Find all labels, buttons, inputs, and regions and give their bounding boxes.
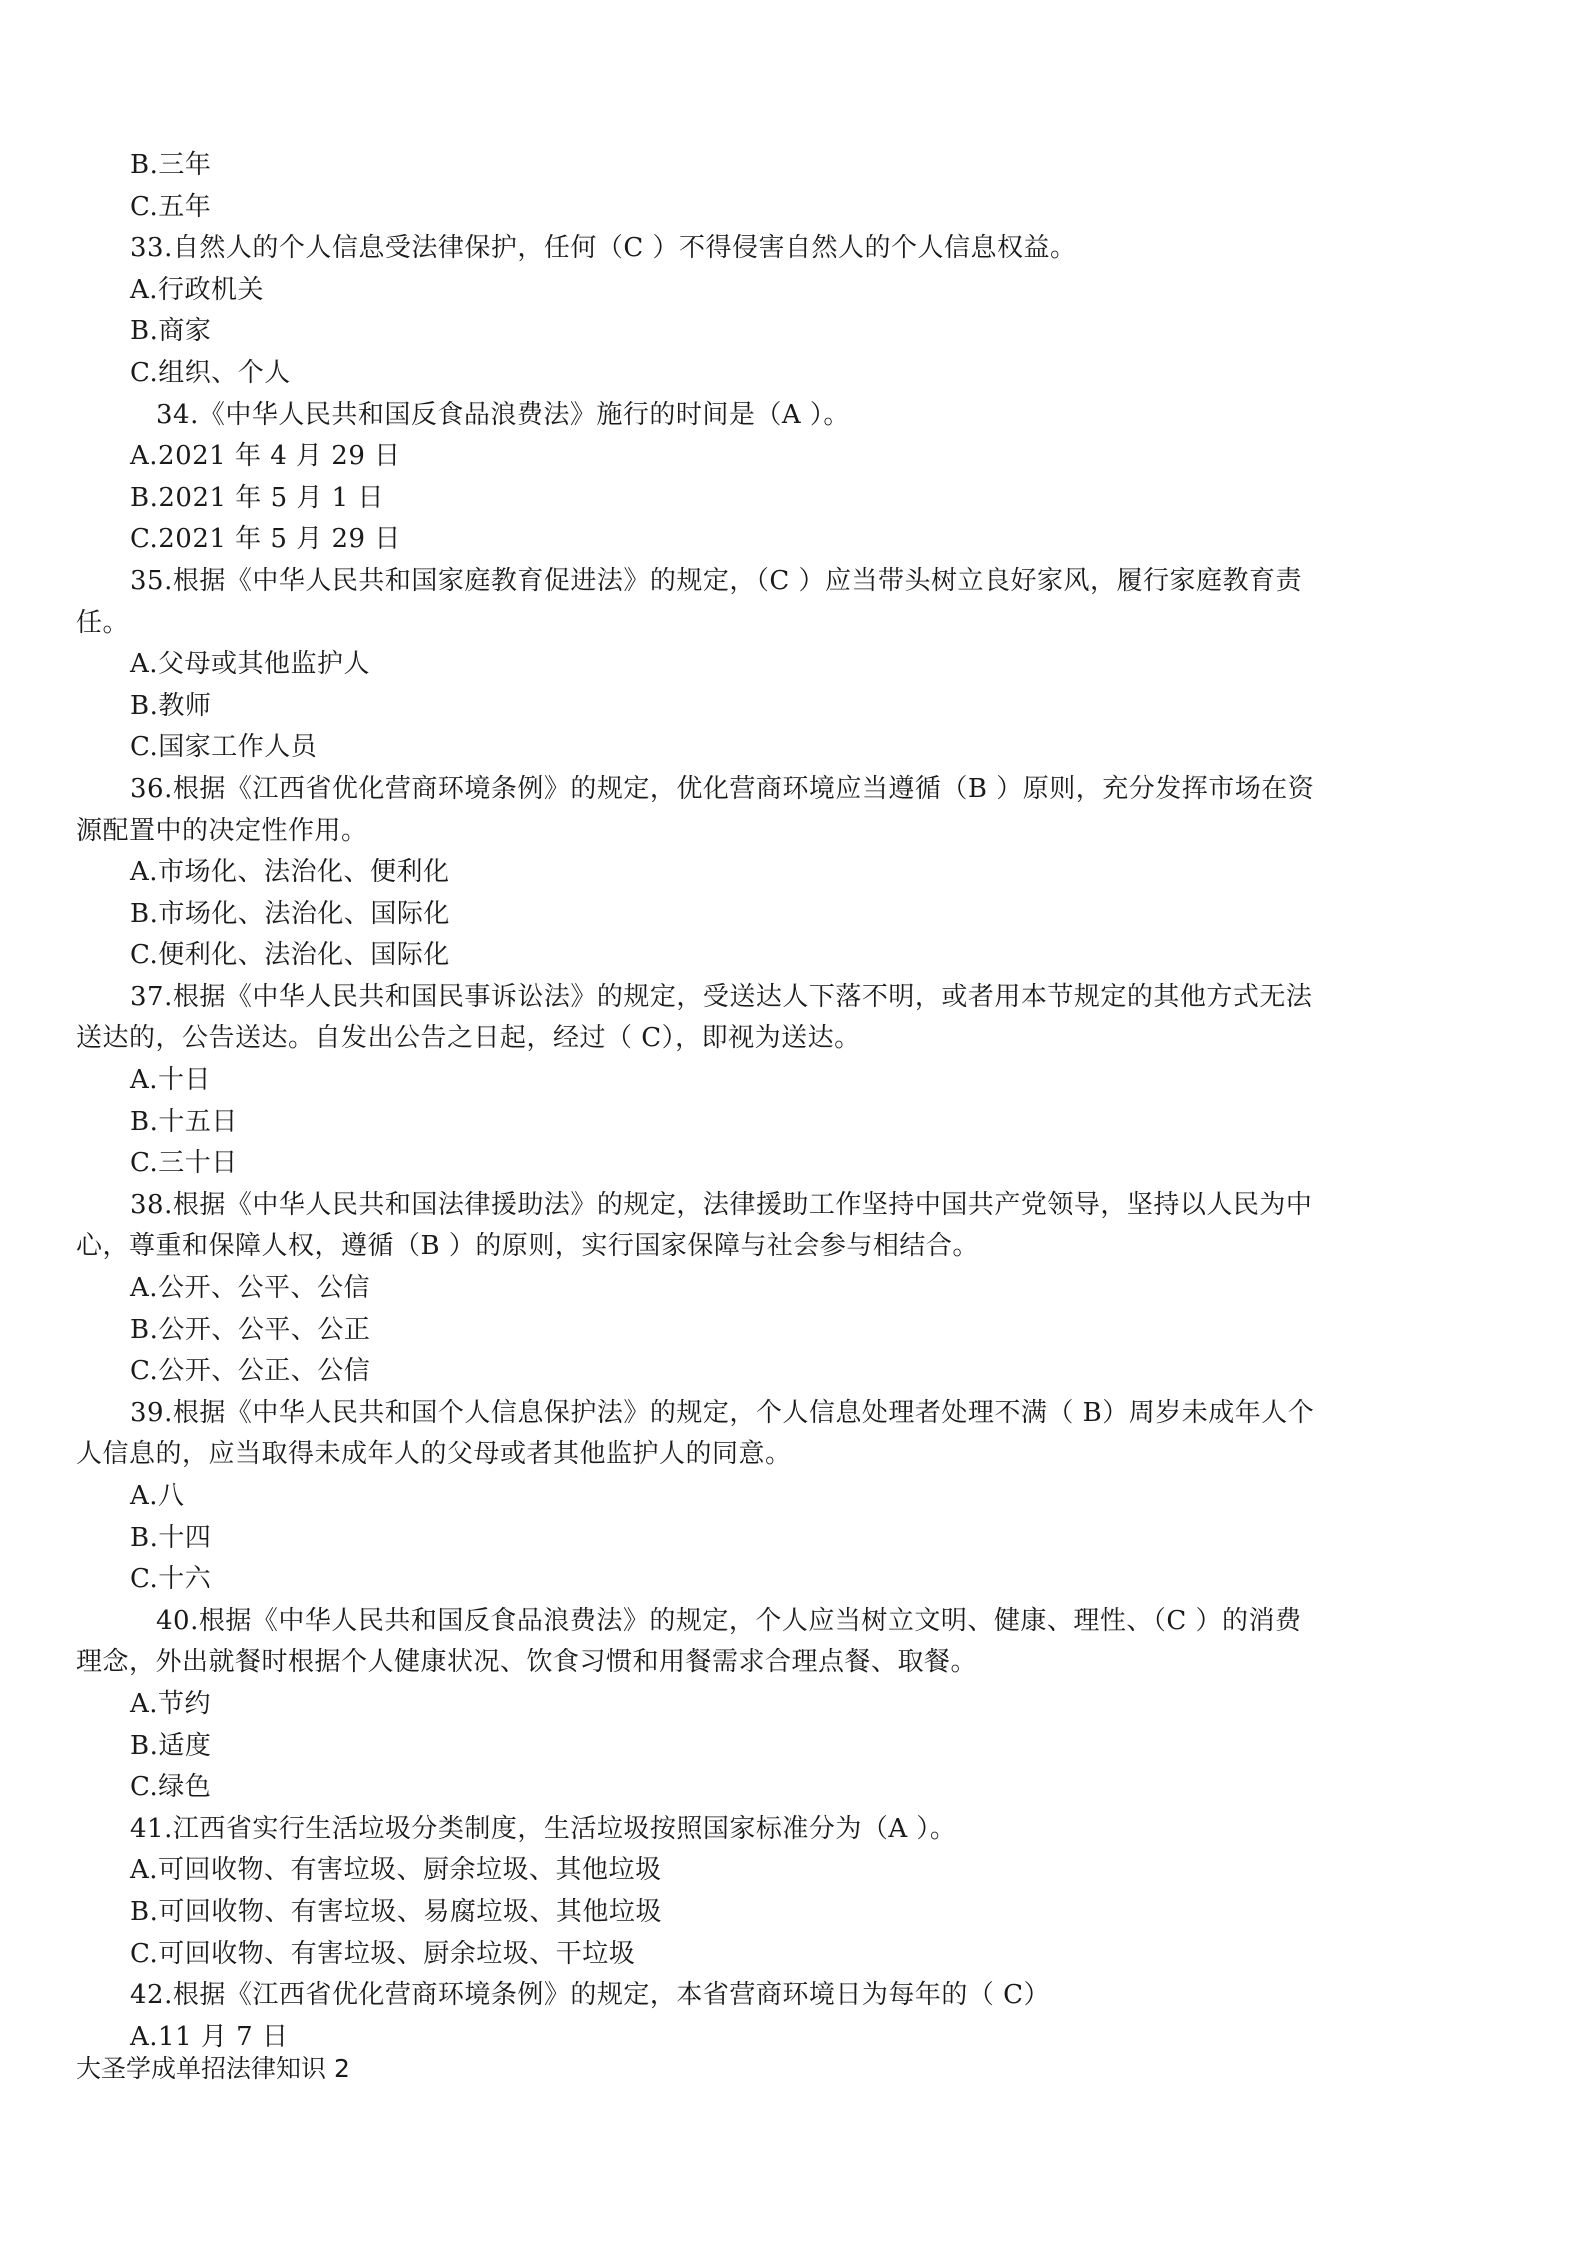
option-line: A.十日 bbox=[130, 1065, 212, 1096]
question-35: 35.根据《中华人民共和国家庭教育促进法》的规定，（C ）应当带头树立良好家风，履行家庭教育责 bbox=[130, 565, 1303, 596]
option-line: B.十四 bbox=[130, 1522, 212, 1553]
question-39: 39.根据《中华人民共和国个人信息保护法》的规定，个人信息处理者处理不满（ B）周岁未成年人个 bbox=[130, 1397, 1315, 1428]
question-42: 42.根据《江西省优化营商环境条例》的规定，本省营商环境日为每年的（ C） bbox=[130, 1980, 1051, 2011]
option-line: C.便利化、法治化、国际化 bbox=[130, 940, 450, 971]
option-line: C.公开、公正、公信 bbox=[130, 1356, 371, 1387]
question-34: 34.《中华人民共和国反食品浪费法》施行的时间是（A ）。 bbox=[156, 399, 850, 430]
option-line: B.可回收物、有害垃圾、易腐垃圾、其他垃圾 bbox=[130, 1896, 662, 1927]
option-line: C.可回收物、有害垃圾、厨余垃圾、干垃圾 bbox=[130, 1938, 636, 1969]
option-line: B.2021 年 5 月 1 日 bbox=[130, 482, 384, 513]
option-line: C.2021 年 5 月 29 日 bbox=[130, 524, 401, 555]
question-37: 37.根据《中华人民共和国民事诉讼法》的规定，受送达人下落不明，或者用本节规定的其他方式无法 bbox=[130, 981, 1313, 1012]
option-line: C.国家工作人员 bbox=[130, 732, 318, 763]
page-footer: 大圣学成单招法律知识 2 bbox=[76, 2054, 350, 2083]
option-line: A.八 bbox=[130, 1481, 185, 1511]
option-line: B.十五日 bbox=[130, 1106, 238, 1137]
question-list bbox=[76, 145, 1516, 2058]
option-line: A.公开、公平、公信 bbox=[130, 1273, 371, 1304]
option-line: C.五年 bbox=[130, 191, 212, 222]
option-line: B.三年 bbox=[130, 150, 212, 180]
question-35-cont: 任。 bbox=[76, 607, 130, 638]
question-40-cont: 理念，外出就餐时根据个人健康状况、饮食习惯和用餐需求合理点餐、取餐。 bbox=[76, 1647, 978, 1678]
question-40: 40.根据《中华人民共和国反食品浪费法》的规定，个人应当树立文明、健康、理性、（C ）的消费 bbox=[156, 1605, 1302, 1636]
question-38-cont: 心，尊重和保障人权，遵循（B ）的原则，实行国家保障与社会参与相结合。 bbox=[76, 1231, 979, 1262]
option-line: A.父母或其他监护人 bbox=[130, 649, 371, 680]
option-line: C.组织、个人 bbox=[130, 357, 291, 388]
option-line: B.商家 bbox=[130, 316, 212, 347]
question-39-cont: 人信息的，应当取得未成年人的父母或者其他监护人的同意。 bbox=[76, 1439, 792, 1470]
option-line: A.行政机关 bbox=[130, 274, 265, 305]
option-line: A.11 月 7 日 bbox=[130, 2021, 289, 2052]
option-line: A.市场化、法治化、便利化 bbox=[130, 857, 450, 888]
question-36: 36.根据《江西省优化营商环境条例》的规定，优化营商环境应当遵循（B ）原则，充分发挥市场在资 bbox=[130, 773, 1315, 804]
option-line: C.十六 bbox=[130, 1564, 212, 1595]
option-line: C.绿色 bbox=[130, 1772, 212, 1803]
option-line: B.教师 bbox=[130, 690, 212, 721]
question-36-cont: 源配置中的决定性作用。 bbox=[76, 815, 368, 846]
option-line: B.市场化、法治化、国际化 bbox=[130, 898, 450, 929]
question-38: 38.根据《中华人民共和国法律援助法》的规定，法律援助工作坚持中国共产党领导，坚持以人民为中 bbox=[130, 1189, 1313, 1220]
question-41: 41.江西省实行生活垃圾分类制度，生活垃圾按照国家标准分为（A ）。 bbox=[130, 1813, 957, 1844]
option-line: B.适度 bbox=[130, 1730, 212, 1761]
option-line: A.节约 bbox=[130, 1688, 212, 1719]
option-line: A.可回收物、有害垃圾、厨余垃圾、其他垃圾 bbox=[130, 1855, 662, 1886]
option-line: C.三十日 bbox=[130, 1148, 238, 1179]
question-37-cont: 送达的，公告送达。自发出公告之日起，经过（ C），即视为送达。 bbox=[76, 1023, 861, 1054]
option-line: A.2021 年 4 月 29 日 bbox=[130, 441, 401, 472]
option-line: B.公开、公平、公正 bbox=[130, 1314, 371, 1345]
question-33: 33.自然人的个人信息受法律保护，任何（C ）不得侵害自然人的个人信息权益。 bbox=[130, 233, 1077, 264]
